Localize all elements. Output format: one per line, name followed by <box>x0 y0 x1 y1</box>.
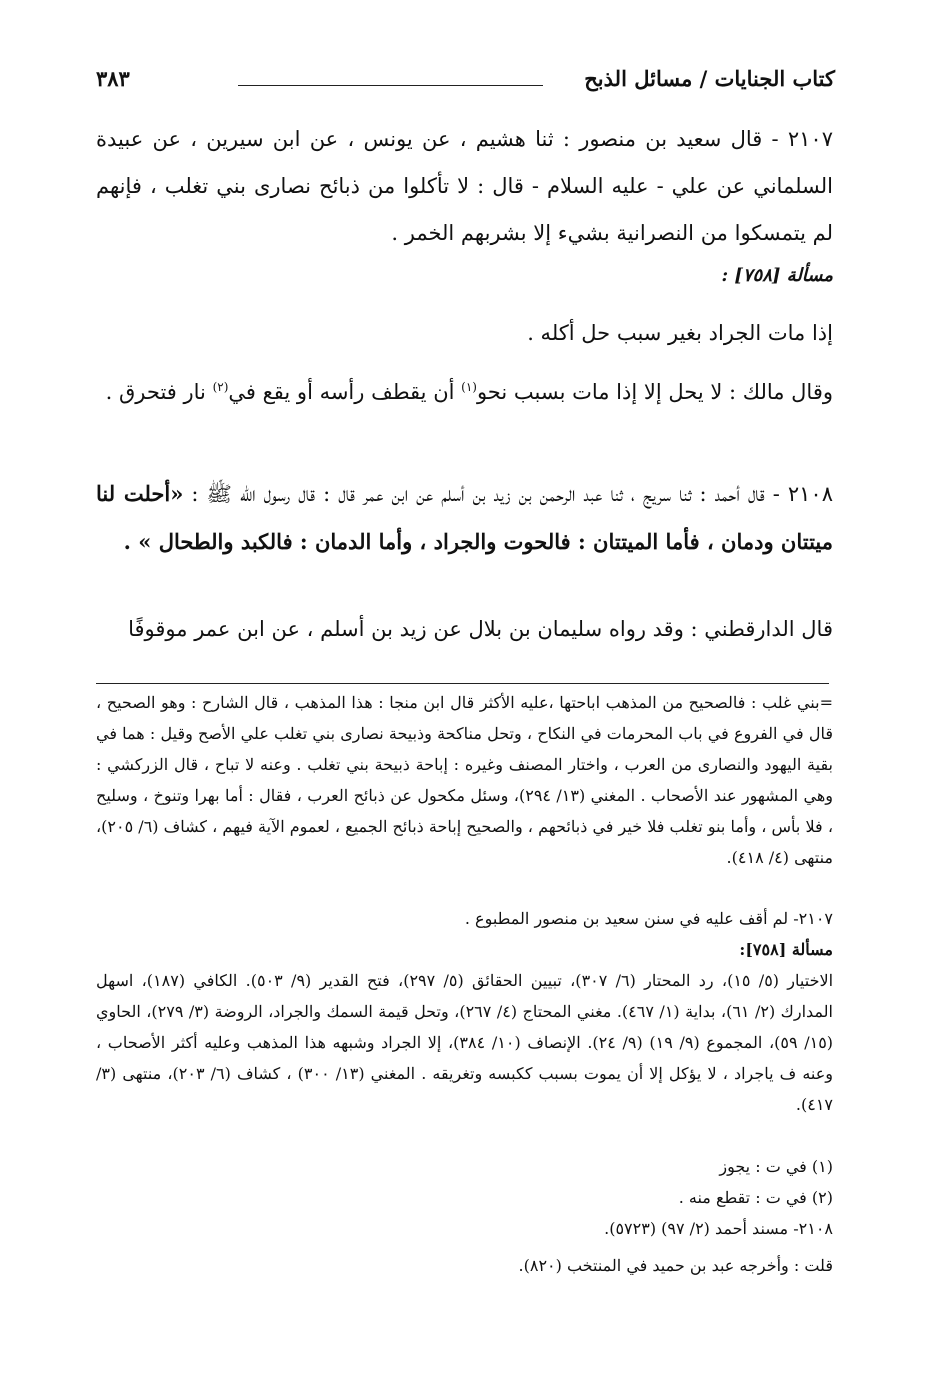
issue-heading: مسألة [٧٥٨] : <box>721 265 833 286</box>
footnote-separator <box>96 683 829 684</box>
chapter-title: كتاب الجنايات / مسائل الذبح <box>584 66 835 91</box>
footnote-2107: ٢١٠٧- لم أقف عليه في سنن سعيد بن منصور المطبوع . <box>464 909 833 928</box>
footnote-2: (٢) في ت : تقطع منه . <box>678 1188 833 1207</box>
footnote-1: (١) في ت : يجوز <box>719 1157 833 1176</box>
page-header <box>96 66 835 106</box>
footnote-note: قلت : وأخرجه عبد بن حميد في المنتخب (٨٢٠). <box>518 1256 833 1275</box>
hadith-text: «أحلت لنا ميتتان ودمان ، فأما الميتتان : فالحوت والجراد ، وأما الدمان : فالكبد والطحال » . <box>96 481 833 554</box>
paragraph-daraqutni: قال الدارقطني : وقد رواه سليمان بن بلال عن زيد بن أسلم ، عن ابن عمر موقوفًا <box>128 617 833 641</box>
paragraph-2107: ٢١٠٧ - قال سعيد بن منصور : ثنا هشيم ، عن يونس ، عن ابن سيرين ، عن عبيدة السلماني عن علي - عليه السلام - قال : لا تأكلوا من ذبائح نصارى بني تغلب ، فإنهم لم يتمسكوا من النصرانية بشيء إلا بشربهم الخمر . <box>96 127 833 245</box>
malik-text-1: وقال مالك : لا يحل إلا إذا مات بسبب نحو <box>476 380 833 404</box>
paragraph-malik <box>96 364 833 416</box>
footnote-continued: =بني غلب : فالصحيح من المذهب اباحتها ،عليه الأكثر قال ابن منجا : هذا المذهب ، قال الشارح : وهو الصحيح ، قال في الفروع في باب المحرمات في النكاح ، وتحل مناكحة وذبيحة نصارى بني تغلب علي الأصح وقيل : هما في بقية اليهود والنصارى من العرب ، واختار المصنف وغيره : إباحة ذبيحة بني تغلب . وعنه لا تباح ، قال الزركشي : وهي المشهور عند الأصحاب . المغني (١٣/ ٢٩٤)، وسئل مكحول عن ذبائح العرب ، فقال : أما بهرا وتنوخ ، وسليح ، فلا بأس ، وأما بنو تغلب فلا خير في ذبائحهم ، والصحيح إباحة ذبائح الجميع ، لعموم الآية فيهم ، كشاف (٦/ ٢٠٥)، منتهى (٤/ ٤١٨). <box>96 693 833 867</box>
malik-text-2: أن يقطف رأسه أو يقع في <box>228 380 462 404</box>
paragraph-2108 <box>96 470 833 566</box>
page-number: ٣٨٣ <box>96 66 130 91</box>
malik-text-3: نار فتحرق . <box>105 380 213 404</box>
footnote-issue-sources: الاختيار (٥/ ١٥)، رد المحتار (٦/ ٣٠٧)، تبيين الحقائق (٥/ ٢٩٧)، فتح القدير (٩/ ٥٠٣). الكافي (١٨٧)، اسهل المدارك (٢/ ٦١)، بداية (١/ ٤٦٧). مغني المحتاج (٤/ ٢٦٧)، وتحل قيمة السمك والجراد، الروضة (٣/ ٢٧٩)، الحاوي (١٥/ ٥٩)، المجموع (٩/ ١٩) (٩/ ٢٤). الإنصاف (١٠/ ٣٨٤)، إلا الجراد وشبهه هذا المذهب وعليه أكثر الأصحاب ، وعنه ف ياجراد ، لا يؤكل إلا أن يموت بسبب ككبسه وتغريقه . المغني (١٣/ ٣٠٠) ، كشاف (٦/ ٢٠٣)، منتهى (٣/ ٤١٧). <box>96 971 834 1114</box>
footnote-ref-2[interactable]: (٢) <box>212 380 229 394</box>
header-rule <box>238 85 543 86</box>
paragraph-locust: إذا مات الجراد بغير سبب حل أكله . <box>527 321 833 345</box>
footnote-issue-label: مسألة [٧٥٨]: <box>739 940 833 959</box>
isnad-text: ٢١٠٨ - قال أحمد : ثنا سريج ، ثنا عبد الرحمن بن زيد بن أسلم عن ابن عمر قال : قال رسول الله ﷺ : <box>183 482 833 506</box>
footnote-ref-1[interactable]: (١) <box>461 380 477 394</box>
footnote-2108: ٢١٠٨- مسند أحمد (٢/ ٩٧) (٥٧٢٣). <box>604 1219 833 1238</box>
